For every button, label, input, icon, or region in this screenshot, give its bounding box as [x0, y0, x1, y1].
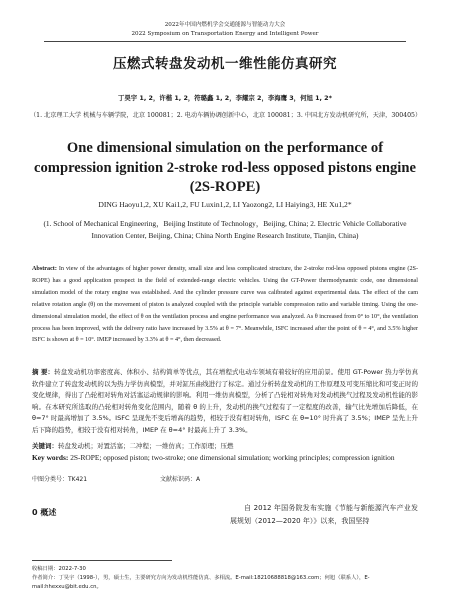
footnotes — [32, 565, 422, 592]
doc-code-value: A — [196, 476, 201, 483]
author-intro: 作者简介：丁昊宇（1998-），男，硕士生，主要研究方向为发动机性能仿真、多相流。E-mail:18210688818@163.com；何旭（联系人），E-mail:hhexxu@bit.edu.cn。 — [32, 575, 370, 590]
abstract-text-en: In view of the advantages of higher power density, small size and less complicated structure, the 2-stroke rod-less opposed pistons engine (2S-ROPE) has a good application prospect in the field of extended-range electric vehicles. Using the GT-Power thermodynamic code, one dimensional simulation model of the rotary engine was established. And the cylinder pressure curve was calibrated against experimental data. The effect of the cam relative rotation angle (θ) on the movement of piston is analyzed coupled with the principle variable compression ratio and variable timing. Using the one-dimensional simulation model, the effect of θ on the ventilation process and engine performance was analyzed. As θ increased from 0° to 10°, the ventilation process has been improved, with the delivery ratio have increased by 3.5% at θ = 7°. Meanwhile, ISFC increased after the point of θ = 4°, and 3.5% higher ISFC is shown at θ = 10°. IMEP increased by 3.3% at θ = 4°, then decreased. — [32, 266, 418, 344]
received-date: 收稿日期：2022-7-30 — [32, 566, 86, 572]
abstract-en — [32, 264, 418, 347]
conference-title-cn: 2022年中国内燃机学会交通能源与智能动力大会 — [164, 22, 286, 28]
clc-number — [32, 475, 160, 484]
clc-value: TK421 — [68, 476, 88, 483]
abstract-cn — [32, 367, 418, 436]
conference-title-en: 2022 Symposium on Transportation Energy and Intelligent Power — [131, 31, 319, 37]
authors-cn: 丁昊宇 1, 2，许楷 1, 2，符璐鑫 1, 2，李耀宗 2，李海鹰 3，何旭 1, 2* — [118, 94, 332, 102]
affiliation-en: (1. School of Mechanical Engineering，Beijing Institute of Technology，Beijing, China; 2. Electric Vehicle Collaborative Innovation Center, Beijing, China; China North Engine Research Institute, Tianjin, China) — [43, 219, 407, 240]
paper-title-cn: 压燃式转盘发动机一维性能仿真研究 — [113, 56, 337, 72]
affiliation-cn: （1. 北京理工大学 机械与车辆学院，北京 100081；2. 电动车辆协调创新中心，北京 100081；3. 中国北方发动机研究所，天津，300405） — [30, 112, 422, 119]
abstract-text-cn: 转盘发动机功率密度高、体积小、结构简单等优点，其在增程式电动车领域有着较好的应用前景。使用 GT-Power 热力学仿真软件建立了转盘发动机的以为热力学仿真模型，并对缸压曲线进行了标定。通过分析转盘发动机的工作原理及可变压缩比和可变正时的变化规律，得出了凸轮相对转角对活塞运动规律的影响。利用一维仿真模型，分析了凸轮相对转角对发动机换气过程及发动机性能的影响。在本研究所选取的凸轮相对转角变化范围内，随着 θ 的上升，发动机的换气过程有了一定程度的改善，输气比先增加后降低，在 θ=7° 时最高增加了 3.5%。ISFC 呈现先不变后增高的趋势，相较于没有相对转角，ISFC 在 θ=10° 时升高了 3.5%；IMEP 呈先上升后下降的趋势，相较于没有相对转角，IMEP 在 θ=4° 时最高上升了 3.3%。 — [32, 368, 418, 434]
clc-label: 中图分类号： — [32, 476, 69, 483]
keywords-text-en: 2S-ROPE; opposed piston; two-stroke; one dimensional simulation; working principles; compression ignition — [70, 453, 395, 462]
paper-title-en: One dimensional simulation on the performance of compression ignition 2-stroke rod-less opposed pistons engine (2S-ROPE) — [34, 140, 416, 195]
keywords-text-cn: 转盘发动机；对置活塞；二冲程；一维仿真；工作原理；压燃 — [58, 442, 234, 450]
abstract-label-cn: 摘 要： — [32, 368, 55, 376]
footnote-rule — [32, 560, 172, 561]
doc-code-label: 文献标识码： — [160, 476, 197, 483]
section-heading: 0 概述 — [32, 508, 57, 517]
classification-line — [32, 475, 418, 484]
abstract-label-en: Abstract: — [32, 266, 57, 272]
keywords-label-cn: 关键词： — [32, 442, 58, 450]
document-code — [160, 476, 200, 483]
keywords-label-en: Key words: — [32, 453, 69, 462]
header-rule — [44, 41, 406, 42]
authors-en: DING Haoyu1,2, XU Kai1,2, FU Luxin1,2, LI Yaozong2, LI Haiying3, HE Xu1,2* — [98, 200, 352, 209]
body-paragraph: 自 2012 年国务院发布实施《节能与新能源汽车产业发展规划（2012—2020 年）》以来，我国坚持 — [230, 504, 418, 525]
keywords-cn — [32, 441, 418, 452]
keywords-en — [32, 453, 418, 463]
